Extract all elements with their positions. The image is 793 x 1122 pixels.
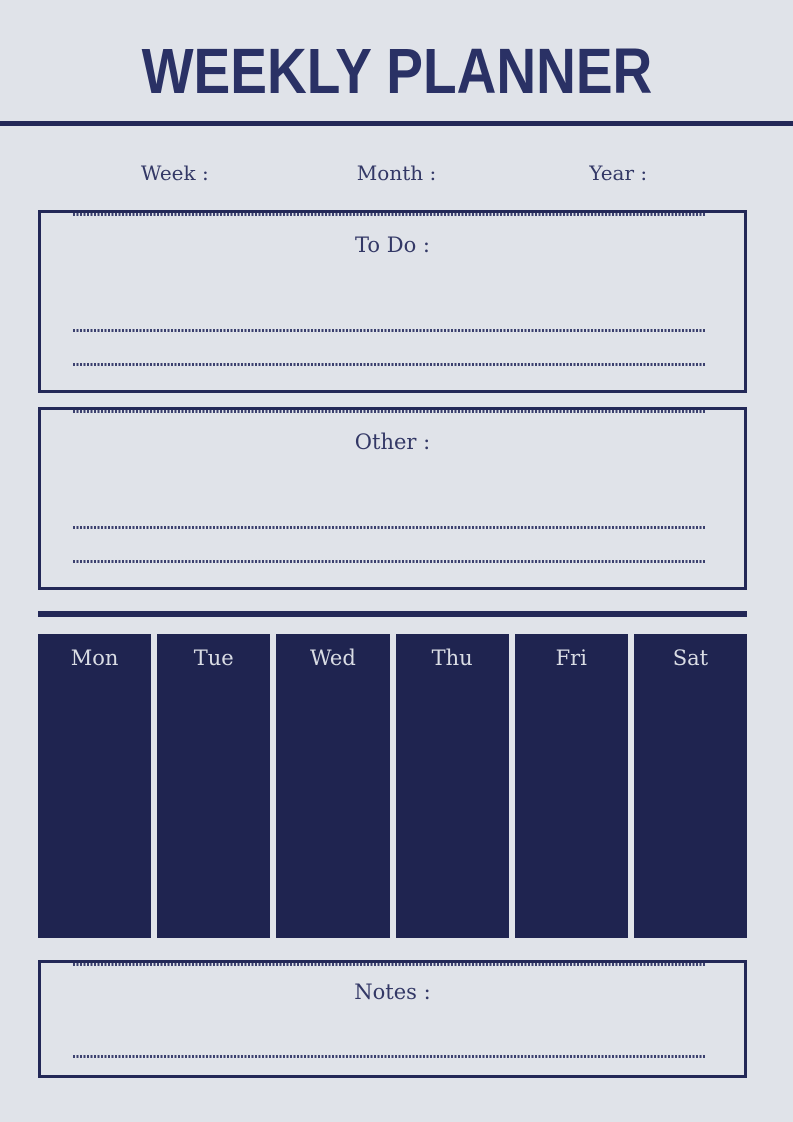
day-column-mon	[38, 634, 151, 938]
other-section-title: Other :	[354, 430, 431, 454]
day-column-sat	[634, 634, 747, 938]
month-field-label: Month :	[356, 161, 437, 185]
section-divider	[38, 611, 747, 617]
day-label-sat: Sat	[672, 646, 709, 670]
notes-section-title: Notes :	[354, 980, 431, 1004]
other-write-in-line-3	[73, 410, 706, 413]
day-label-thu: Thu	[431, 646, 473, 670]
day-column-thu	[396, 634, 509, 938]
todo-write-in-line-3	[73, 213, 706, 216]
day-label-mon: Mon	[70, 646, 119, 670]
notes-write-in-line-1	[73, 1055, 706, 1058]
meta-fields-row	[64, 161, 729, 185]
page-title-text: WEEKLY PLANNER	[141, 35, 652, 107]
year-field-label: Year :	[589, 161, 648, 185]
day-column-tue	[157, 634, 270, 938]
other-write-in-line-1	[73, 526, 706, 529]
days-grid	[38, 634, 747, 938]
day-label-wed: Wed	[310, 646, 356, 670]
day-column-wed	[276, 634, 389, 938]
todo-write-in-line-1	[73, 329, 706, 332]
day-label-fri: Fri	[555, 646, 587, 670]
week-field-label: Week :	[140, 161, 209, 185]
other-section	[38, 407, 747, 590]
notes-section	[38, 960, 747, 1078]
todo-section-title: To Do :	[355, 233, 430, 257]
page-title	[0, 35, 793, 107]
notes-write-in-line-2	[73, 963, 706, 966]
header-divider	[0, 121, 793, 126]
day-label-tue: Tue	[193, 646, 234, 670]
other-write-in-line-2	[73, 560, 706, 563]
todo-section	[38, 210, 747, 393]
day-column-fri	[515, 634, 628, 938]
todo-write-in-line-2	[73, 363, 706, 366]
